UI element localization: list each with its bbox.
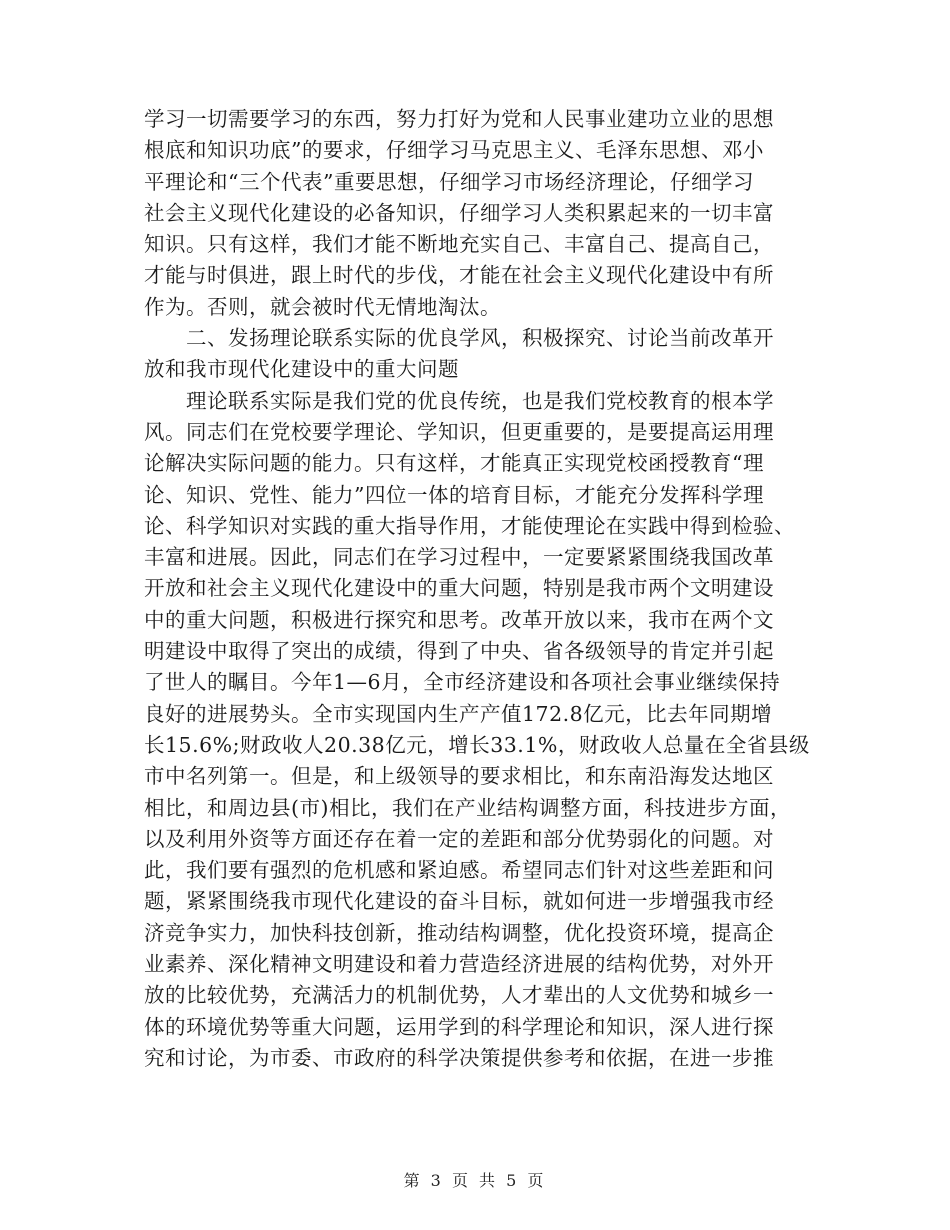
- text-line: 题，紧紧围绕我市现代化建设的奋斗目标，就如何进一步增强我市经: [144, 889, 774, 914]
- text-line: 知识。只有这样，我们才能不断地充实自己、丰富自己、提高自己，: [144, 232, 774, 257]
- text-line: 长15.6%;财政收人20.38亿元，增长33.1%，财政收人总量在全省县级: [144, 732, 810, 757]
- text-line: 学习一切需要学习的东西，努力打好为党和人民事业建功立业的思想: [144, 107, 774, 131]
- text-line: 体的环境优势等重大问题，运用学到的科学理论和知识，深人进行探: [144, 1014, 774, 1039]
- text-line: 济竞争实力，加快科技创新，推动结构调整，优化投资环境，提高企: [144, 920, 774, 945]
- text-line: 业素养、深化精神文明建设和着力营造经济进展的结构优势，对外开: [144, 952, 774, 977]
- text-line: 社会主义现代化建设的必备知识，仔细学习人类积累起来的一切丰富: [144, 200, 774, 225]
- section-heading-line: 二、发扬理论联系实际的优良学风，积极探究、讨论当前改革开: [144, 326, 774, 351]
- text-line: 论解决实际问题的能力。只有这样，才能真正实现党校函授教育“理: [144, 451, 764, 476]
- text-line: 丰富和进展。因此，同志们在学习过程中，一定要紧紧围绕我国改革: [144, 545, 774, 570]
- text-line: 明建设中取得了突出的成绩，得到了中央、省各级领导的肯定并引起: [144, 639, 774, 664]
- document-body: [144, 104, 810, 1074]
- section-heading-line: 放和我市现代化建设中的重大问题: [144, 357, 459, 382]
- text-line: 平理论和“三个代表”重要思想，仔细学习市场经济理论，仔细学习: [144, 169, 754, 194]
- text-line: 相比，和周边县(市)相比，我们在产业结构调整方面，科技进步方面，: [144, 795, 791, 820]
- text-line: 中的重大问题，积极进行探究和思考。改革开放以来，我市在两个文: [144, 607, 774, 632]
- text-line: 论、科学知识对实践的重大指导作用，才能使理论在实践中得到检验、: [144, 513, 795, 538]
- text-line: 以及利用外资等方面还存在着一定的差距和部分优势弱化的问题。对: [144, 826, 774, 851]
- text-line: 市中名列第一。但是，和上级领导的要求相比，和东南沿海发达地区: [144, 764, 774, 789]
- text-line: 风。同志们在党校要学理论、学知识，但更重要的，是要提高运用理: [144, 419, 774, 444]
- page-number-footer: 第 3 页 共 5 页: [403, 1171, 547, 1190]
- text-line: 此，我们要有强烈的危机感和紧迫感。希望同志们针对这些差距和问: [144, 858, 774, 883]
- text-line: 理论联系实际是我们党的优良传统，也是我们党校教育的根本学: [144, 388, 774, 413]
- text-line: 根底和知识功底”的要求，仔细学习马克思主义、毛泽东思想、邓小: [144, 138, 764, 163]
- text-line: 论、知识、党性、能力”四位一体的培育目标，才能充分发挥科学理: [144, 482, 764, 507]
- text-line: 良好的进展势头。全市实现国内生产产值172.8亿元，比去年同期增: [144, 701, 773, 726]
- text-line: 才能与时俱进，跟上时代的步伐，才能在社会主义现代化建设中有所: [144, 263, 774, 288]
- text-line: 作为。否则，就会被时代无情地淘汰。: [144, 294, 501, 319]
- text-line: 了世人的瞩目。今年1—6月，全市经济建设和各项社会事业继续保持: [144, 670, 781, 695]
- text-line: 究和讨论，为市委、市政府的科学决策提供参考和依据，在进一步推: [144, 1045, 774, 1070]
- text-line: 放的比较优势，充满活力的机制优势，人才辈出的人文优势和城乡一: [144, 983, 774, 1008]
- text-line: 开放和社会主义现代化建设中的重大问题，特别是我市两个文明建设: [144, 576, 774, 601]
